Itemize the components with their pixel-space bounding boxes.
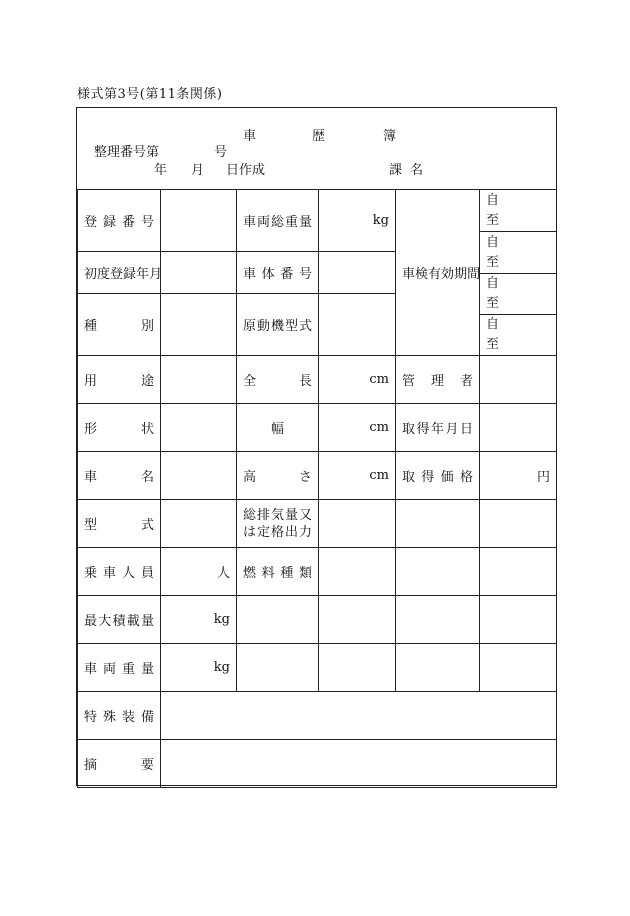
label-saidai-sekisai: 最 大 積 載 量 — [78, 596, 161, 644]
label-shutoku-nengappi: 取 得 年 月 日 — [396, 404, 480, 452]
blank-cell[interactable] — [480, 500, 557, 548]
blank-cell[interactable] — [480, 548, 557, 596]
label-sharyo-juryo: 車 両 重 量 — [78, 644, 161, 692]
value-katashiki[interactable] — [161, 500, 237, 548]
form-caption: 様式第3号(第11条関係) — [77, 87, 223, 102]
label-text: 登 録 番 号 — [84, 215, 154, 230]
label-tokushu-sobi: 特 殊 装 備 — [78, 692, 161, 740]
value-shubetsu[interactable] — [161, 294, 237, 356]
value-shodo-toroku[interactable] — [161, 252, 237, 294]
value-tekiyo[interactable] — [161, 740, 557, 788]
blank-cell[interactable] — [319, 644, 396, 692]
value-shutoku-kakaku[interactable] — [480, 452, 557, 500]
label-shodo-toroku: 初 度 登 録 年 月 — [78, 252, 161, 294]
value-shamei[interactable] — [161, 452, 237, 500]
value-sohaiki[interactable] — [319, 500, 396, 548]
value-haba[interactable]: cm — [319, 404, 396, 452]
table-row — [78, 452, 557, 500]
value-toroku-bango[interactable] — [161, 190, 237, 252]
blank-cell[interactable] — [396, 548, 480, 596]
label-toroku-bango — [78, 190, 161, 252]
value-tokushu-sobi[interactable] — [161, 692, 557, 740]
label-haba: 幅 — [237, 404, 319, 452]
validity-to: 至 — [486, 212, 500, 228]
validity-period-1[interactable] — [480, 190, 557, 232]
validity-period-2[interactable]: 自 至 — [480, 232, 557, 274]
table-row — [78, 740, 557, 788]
label-keijo: 形 状 — [78, 404, 161, 452]
value-takasa[interactable]: cm — [319, 452, 396, 500]
table-row — [78, 548, 557, 596]
title-char-3: 簿 — [383, 129, 397, 144]
table-row — [78, 500, 557, 548]
unit-kg: kg — [372, 213, 389, 228]
label-sharyo-sojuryo: 車 両 総 重 量 — [237, 190, 319, 252]
table-row — [78, 404, 557, 452]
value-kanrisha[interactable] — [480, 356, 557, 404]
label-katashiki: 型 式 — [78, 500, 161, 548]
label-takasa: 高 さ — [237, 452, 319, 500]
register-grid — [77, 189, 556, 785]
blank-cell[interactable] — [480, 596, 557, 644]
table-row — [78, 644, 557, 692]
title-char-1: 車 — [243, 129, 257, 144]
label-gendoki: 原 動 機 型 式 — [237, 294, 319, 356]
value-keijo[interactable] — [161, 404, 237, 452]
section-mei: 名 — [410, 163, 424, 178]
vehicle-register-form — [76, 107, 557, 786]
blank-cell[interactable] — [396, 500, 480, 548]
seiri-bango-prefix: 整理番号第 — [94, 145, 160, 160]
value-shatai-bango[interactable] — [319, 252, 396, 294]
value-saidai-sekisai[interactable]: kg — [161, 596, 237, 644]
blank-cell[interactable] — [319, 596, 396, 644]
blank-cell[interactable] — [480, 644, 557, 692]
label-shaken: 車 検 有 効 期 間 — [396, 190, 480, 356]
validity-period-4[interactable]: 自 至 — [480, 315, 557, 356]
blank-cell[interactable] — [396, 596, 480, 644]
section-ka: 課 — [389, 163, 403, 178]
label-shatai-bango: 車 体 番 号 — [237, 252, 319, 294]
blank-cell[interactable] — [396, 644, 480, 692]
value-nenryo[interactable] — [319, 548, 396, 596]
label-zencho: 全 長 — [237, 356, 319, 404]
label-shubetsu: 種 別 — [78, 294, 161, 356]
date-day-created: 日作成 — [226, 163, 266, 178]
label-nenryo: 燃 料 種 類 — [237, 548, 319, 596]
value-zencho[interactable]: cm — [319, 356, 396, 404]
label-shutoku-kakaku: 取 得 価 格 — [396, 452, 480, 500]
date-month: 月 — [191, 163, 205, 178]
value-sharyo-juryo[interactable]: kg — [161, 644, 237, 692]
value-shutoku-nengappi[interactable] — [480, 404, 557, 452]
value-gendoki[interactable] — [319, 294, 396, 356]
unit-en: 円 — [536, 470, 550, 485]
value-joshajin[interactable] — [161, 548, 237, 596]
label-kanrisha: 管 理 者 — [396, 356, 480, 404]
validity-from: 自 — [486, 192, 500, 208]
form-header — [77, 108, 556, 189]
label-joshajin: 乗 車 人 員 — [78, 548, 161, 596]
table-row — [78, 692, 557, 740]
table-row — [78, 356, 557, 404]
value-sharyo-sojuryo[interactable] — [319, 190, 396, 252]
table-row — [78, 190, 557, 232]
value-yoto[interactable] — [161, 356, 237, 404]
title-char-2: 歴 — [312, 129, 326, 144]
date-year: 年 — [154, 163, 168, 178]
unit-nin: 人 — [216, 566, 230, 581]
blank-cell[interactable] — [237, 644, 319, 692]
label-yoto: 用 途 — [78, 356, 161, 404]
seiri-bango-suffix: 号 — [214, 145, 228, 160]
validity-period-3[interactable]: 自 至 — [480, 274, 557, 315]
blank-cell[interactable] — [237, 596, 319, 644]
label-sohaiki: 総 排 気 量 又 は 定 格 出 力 — [237, 500, 319, 548]
label-shamei: 車 名 — [78, 452, 161, 500]
register-table — [77, 189, 557, 788]
label-tekiyo: 摘 要 — [78, 740, 161, 788]
table-row — [78, 596, 557, 644]
